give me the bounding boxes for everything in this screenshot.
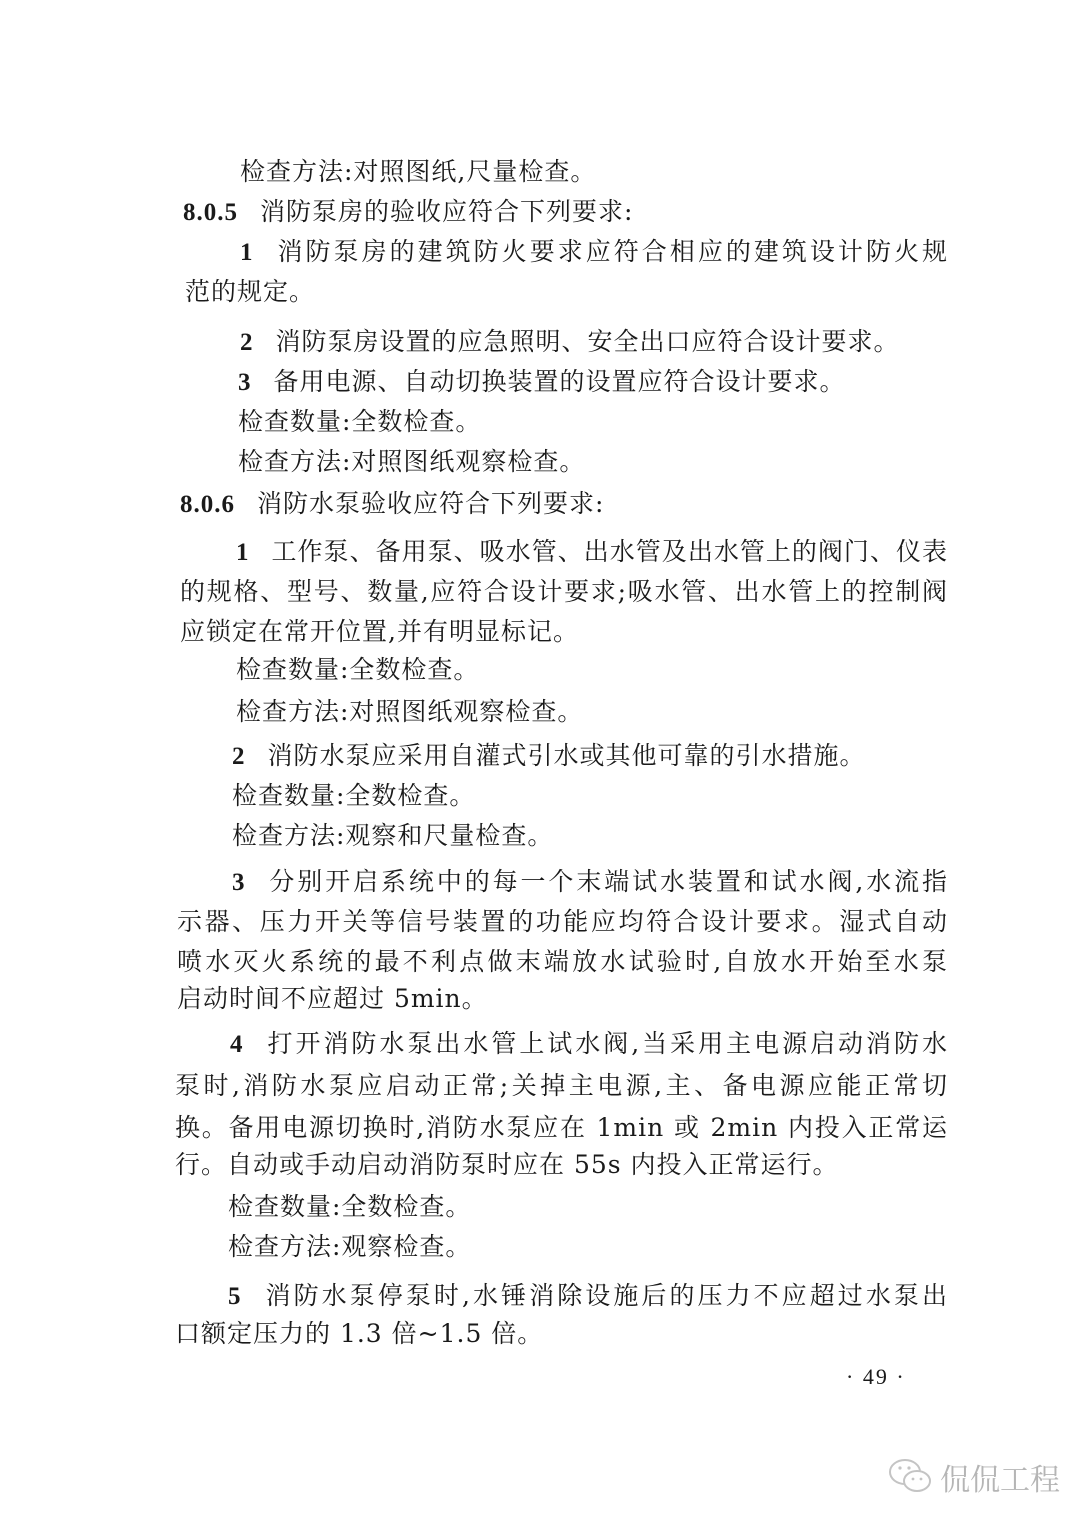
text-line [183,196,633,229]
line-text: 检查方法:对照图纸观察检查。 [238,447,586,476]
line-text: 消防泵房的建筑防火要求应符合相应的建筑设计防火规 [275,237,948,266]
line-text: 启动时间不应超过 5min。 [177,984,488,1013]
line-text: 范的规定。 [185,277,316,306]
line-text: 检查方法:观察和尺量检查。 [232,821,554,850]
line-text: 打开消防水泵出水管上试水阀,当采用主电源启动消防水 [265,1029,948,1058]
clause-number: 2 [232,743,246,770]
text-line [240,236,948,268]
line-text: 消防水泵应采用自灌式引水或其他可靠的引水措施。 [267,741,866,770]
line-text: 泵时,消防水泵应启动正常;关掉主电源,主、备电源应能正常切 [175,1071,948,1100]
clause-number: 2 [240,329,254,356]
text-line [232,820,553,852]
watermark [888,1455,1060,1499]
text-line [175,1070,948,1102]
text-line [185,276,315,308]
line-text: 检查数量:全数检查。 [238,407,482,436]
line-text: 消防水泵停泵时,水锤消除设施后的压力不应超过水泵出 [263,1281,948,1310]
line-text: 示器、压力开关等信号装置的功能应均符合设计要求。湿式自动 [177,907,948,936]
text-line [177,983,488,1015]
line-text: 应锁定在常开位置,并有明显标记。 [180,617,579,646]
line-text: 消防泵房的验收应符合下列要求: [260,197,634,226]
text-line [238,366,846,399]
line-text: 备用电源、自动切换装置的设置应符合设计要求。 [273,367,846,396]
line-text: 行。自动或手动启动消防泵时应在 55s 内投入正常运行。 [175,1150,839,1179]
text-line [180,576,948,608]
clause-number: 1 [236,539,250,566]
clause-number: 5 [228,1283,242,1310]
line-text: 消防泵房设置的应急照明、安全出口应符合设计要求。 [275,327,900,356]
text-line [228,1231,471,1263]
text-line [236,696,583,728]
text-line [236,654,479,686]
line-text: 喷水灭火系统的最不利点做末端放水试验时,自放水开始至水泵 [177,947,948,976]
text-line [175,1149,839,1181]
line-text: 检查方法:观察检查。 [228,1232,472,1261]
watermark-text: 侃侃工程 [940,1463,1060,1498]
text-line [177,946,948,978]
line-text: 检查数量:全数检查。 [232,781,476,810]
text-line [232,780,475,812]
line-text: 分别开启系统中的每一个末端试水装置和试水阀,水流指 [267,867,948,896]
line-text: 检查方法:对照图纸观察检查。 [236,697,584,726]
line-text: 消防水泵验收应符合下列要求: [257,489,605,518]
wechat-icon [888,1457,934,1497]
text-line [175,1318,543,1350]
line-text: 工作泵、备用泵、吸水管、出水管及出水管上的阀门、仪表 [271,537,948,566]
text-line [240,326,900,359]
clause-number: 1 [240,239,254,266]
line-text: 换。备用电源切换时,消防水泵应在 1min 或 2min 内投入正常运 [175,1113,948,1142]
line-text: 的规格、型号、数量,应符合设计要求;吸水管、出水管上的控制阀 [180,577,948,606]
text-line [228,1191,471,1223]
clause-number: 3 [238,369,252,396]
clause-number: 8.0.5 [183,199,238,226]
text-line [180,488,604,521]
text-line [180,616,579,648]
clause-number: 3 [232,869,246,896]
clause-number: 4 [230,1031,244,1058]
text-line [232,740,866,773]
page-number: · 49 · [846,1364,906,1389]
clause-number: 8.0.6 [180,491,235,518]
line-text: 检查数量:全数检查。 [236,655,480,684]
text-line [238,446,585,478]
text-line [177,906,948,938]
text-line [240,156,596,188]
line-text: 口额定压力的 1.3 倍~1.5 倍。 [175,1319,544,1348]
text-line [236,536,948,568]
text-line [230,1028,948,1060]
text-line [175,1112,948,1144]
text-line [228,1280,948,1312]
line-text: 检查方法:对照图纸,尺量检查。 [240,157,597,186]
text-line [238,406,481,438]
text-line [232,866,948,898]
line-text: 检查数量:全数检查。 [228,1192,472,1221]
